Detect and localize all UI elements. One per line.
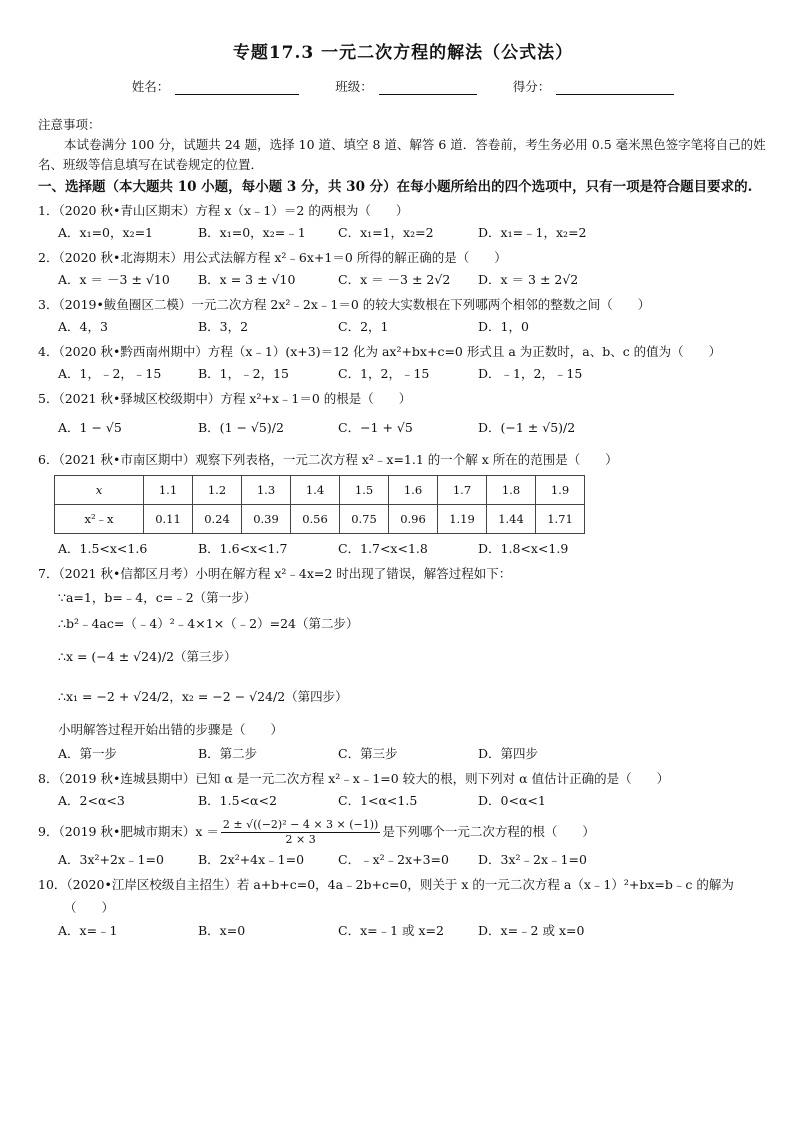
option-d[interactable]: D．第四步	[478, 746, 539, 761]
table-cell: 0.75	[340, 505, 389, 534]
option-a[interactable]: A．1，﹣2，﹣15	[58, 366, 162, 381]
fraction	[221, 818, 380, 847]
option-d[interactable]: D．﹣1，2，﹣15	[478, 366, 583, 381]
option-b[interactable]: B．x = 3 ± √10	[198, 272, 296, 287]
table-cell: 1.9	[536, 476, 585, 505]
question-5-options	[58, 410, 768, 446]
question-9-options	[58, 849, 768, 871]
option-a[interactable]: A．x₁=0，x₂=1	[58, 225, 154, 240]
question-3-options	[58, 316, 768, 338]
option-b[interactable]: B．第二步	[198, 746, 258, 761]
solution-step-1: ∵a=1，b=﹣4，c=﹣2（第一步）	[58, 590, 257, 605]
table-cell: 1.2	[193, 476, 242, 505]
table-cell: 1.3	[242, 476, 291, 505]
question-1: 1．（2020 秋•青山区期末）方程 x（x﹣1）＝2 的两根为（ ）	[38, 203, 409, 218]
question-6: 6．（2021 秋•市南区期中）观察下列表格，一元二次方程 x²﹣x=1.1 的一个解 x 所在的范围是（ ）	[38, 452, 618, 467]
question-3: 3．（2019•鲅鱼圈区二模）一元二次方程 2x²﹣2x﹣1＝0 的较大实数根在下列哪两个相邻的整数之间（ ）	[38, 297, 651, 312]
fraction-numerator: 2 ± √((−2)² − 4 × 3 × (−1))	[222, 817, 379, 831]
option-c[interactable]: C．1<α<1.5	[338, 793, 418, 808]
option-c[interactable]: C．2，1	[338, 319, 389, 334]
score-label: 得分：	[512, 79, 551, 94]
question-2-options	[58, 269, 768, 291]
option-a[interactable]: A．2<α<3	[58, 793, 125, 808]
question-10-paren: （ ）	[64, 900, 115, 915]
option-c[interactable]: C．﹣x²﹣2x+3=0	[338, 852, 449, 867]
table-cell: x²﹣x	[55, 505, 144, 534]
table-cell: 0.11	[144, 505, 193, 534]
option-d[interactable]: D．0<α<1	[478, 793, 546, 808]
option-c[interactable]: C．1.7<x<1.8	[338, 541, 428, 556]
option-c[interactable]: C．x₁=1，x₂=2	[338, 225, 434, 240]
table-cell: 1.4	[291, 476, 340, 505]
question-7: 7．（2021 秋•信都区月考）小明在解方程 x²﹣4x=2 时出现了错误，解答过程如下：	[38, 566, 512, 581]
option-b[interactable]: B．3，2	[198, 319, 249, 334]
question-8: 8．（2019 秋•连城县期中）已知 α 是一元二次方程 x²﹣x﹣1=0 较大的根，则下列对 α 值估计正确的是（ ）	[38, 771, 670, 786]
table-cell: 0.39	[242, 505, 291, 534]
option-b[interactable]: B．1.5<α<2	[198, 793, 277, 808]
question-7-prompt: 小明解答过程开始出错的步骤是（ ）	[58, 722, 284, 737]
option-d[interactable]: D．3x²﹣2x﹣1=0	[478, 852, 587, 867]
question-9-prefix: 9．（2019 秋•肥城市期末）x ＝	[38, 824, 219, 839]
notice-heading: 注意事项：	[38, 117, 101, 132]
question-8-options	[58, 790, 768, 812]
question-1-options	[58, 222, 768, 244]
table-row	[55, 505, 585, 534]
value-table	[54, 475, 585, 534]
solution-step-3: ∴x = (−4 ± √24)/2（第三步）	[58, 649, 237, 664]
option-d[interactable]: D．x ＝ 3 ± 2√2	[478, 272, 579, 287]
table-cell: 1.44	[487, 505, 536, 534]
solution-step-4: ∴x₁ = −2 + √24/2，x₂ = −2 − √24/2（第四步）	[58, 689, 348, 704]
page-title: 专题17.3 一元二次方程的解法（公式法）	[232, 43, 574, 63]
option-a[interactable]: A．第一步	[58, 746, 118, 761]
exam-page	[38, 38, 768, 945]
table-cell: 1.6	[389, 476, 438, 505]
option-d[interactable]: D．(−1 ± √5)/2	[478, 420, 576, 435]
question-10: 10．（2020•江岸区校级自主招生）若 a+b+c=0，4a﹣2b+c=0，则关于 x 的一元二次方程 a（x﹣1）²+bx=b﹣c 的解为	[38, 877, 734, 892]
table-row	[55, 476, 585, 505]
option-d[interactable]: D．1，0	[478, 319, 529, 334]
question-6-options	[58, 538, 768, 560]
table-cell: 1.1	[144, 476, 193, 505]
option-c[interactable]: C．x=﹣1 或 x=2	[338, 923, 444, 938]
option-a[interactable]: A．4，3	[58, 319, 108, 334]
class-label: 班级：	[335, 79, 373, 94]
notice-text: 本试卷满分 100 分，试题共 24 题，选择 10 道、填空 8 道、解答 6 道．答卷前，考生务必用 0.5 毫米黑色签字笔将自己的姓名、班级等信息填写在试卷规定的位置．	[38, 137, 766, 172]
option-a[interactable]: A．x ＝ －3 ± √10	[58, 272, 170, 287]
question-9-suffix: 是下列哪个一元二次方程的根（ ）	[382, 824, 595, 839]
question-2: 2．（2020 秋•北海期末）用公式法解方程 x²﹣6x+1＝0 所得的解正确的是（ ）	[38, 250, 507, 265]
question-9	[38, 815, 768, 849]
question-5: 5．（2021 秋•驿城区校级期中）方程 x²+x﹣1＝0 的根是（ ）	[38, 391, 412, 406]
question-7-options	[58, 743, 768, 765]
option-c[interactable]: C．x ＝ －3 ± 2√2	[338, 272, 451, 287]
solution-step-2: ∴b²﹣4ac=（﹣4）²﹣4×1×（﹣2）=24（第二步）	[58, 616, 359, 631]
table-cell: 0.24	[193, 505, 242, 534]
option-b[interactable]: B．(1 − √5)/2	[198, 420, 284, 435]
question-4: 4．（2020 秋•黔西南州期中）方程（x﹣1）(x+3)＝12 化为 ax²+bx+c=0 形式且 a 为正数时，a、b、c 的值为（ ）	[38, 344, 722, 359]
section-heading: 一、选择题（本大题共 10 小题，每小题 3 分，共 30 分）在每小题所给出的四个选项中，只有一项是符合题目要求的.	[38, 179, 753, 195]
fraction-denominator: 2 × 3	[285, 832, 316, 846]
option-a[interactable]: A．x=﹣1	[58, 923, 118, 938]
option-b[interactable]: B．x₁=0，x₂=﹣1	[198, 225, 306, 240]
name-blank[interactable]	[175, 82, 299, 95]
table-cell: 1.7	[438, 476, 487, 505]
option-b[interactable]: B．2x²+4x﹣1=0	[198, 852, 305, 867]
option-a[interactable]: A．1 − √5	[58, 420, 122, 435]
option-c[interactable]: C．1，2，﹣15	[338, 366, 430, 381]
question-4-options	[58, 363, 768, 385]
table-cell: 1.19	[438, 505, 487, 534]
table-cell: 0.96	[389, 505, 438, 534]
class-blank[interactable]	[379, 82, 477, 95]
option-a[interactable]: A．3x²+2x﹣1=0	[58, 852, 164, 867]
score-blank[interactable]	[556, 82, 674, 95]
option-b[interactable]: B．x=0	[198, 923, 246, 938]
option-d[interactable]: D．x₁=﹣1，x₂=2	[478, 225, 587, 240]
table-cell: 1.71	[536, 505, 585, 534]
option-b[interactable]: B．1，﹣2，15	[198, 366, 289, 381]
student-info	[38, 77, 768, 95]
option-a[interactable]: A．1.5<x<1.6	[58, 541, 148, 556]
name-label: 姓名：	[131, 79, 170, 94]
option-b[interactable]: B．1.6<x<1.7	[198, 541, 288, 556]
table-cell: 1.8	[487, 476, 536, 505]
table-cell: x	[55, 476, 144, 505]
option-c[interactable]: C．−1 + √5	[338, 420, 413, 435]
option-d[interactable]: D．x=﹣2 或 x=0	[478, 923, 585, 938]
table-cell: 0.56	[291, 505, 340, 534]
question-10-options	[58, 920, 768, 942]
option-c[interactable]: C．第三步	[338, 746, 398, 761]
option-d[interactable]: D．1.8<x<1.9	[478, 541, 569, 556]
table-cell: 1.5	[340, 476, 389, 505]
